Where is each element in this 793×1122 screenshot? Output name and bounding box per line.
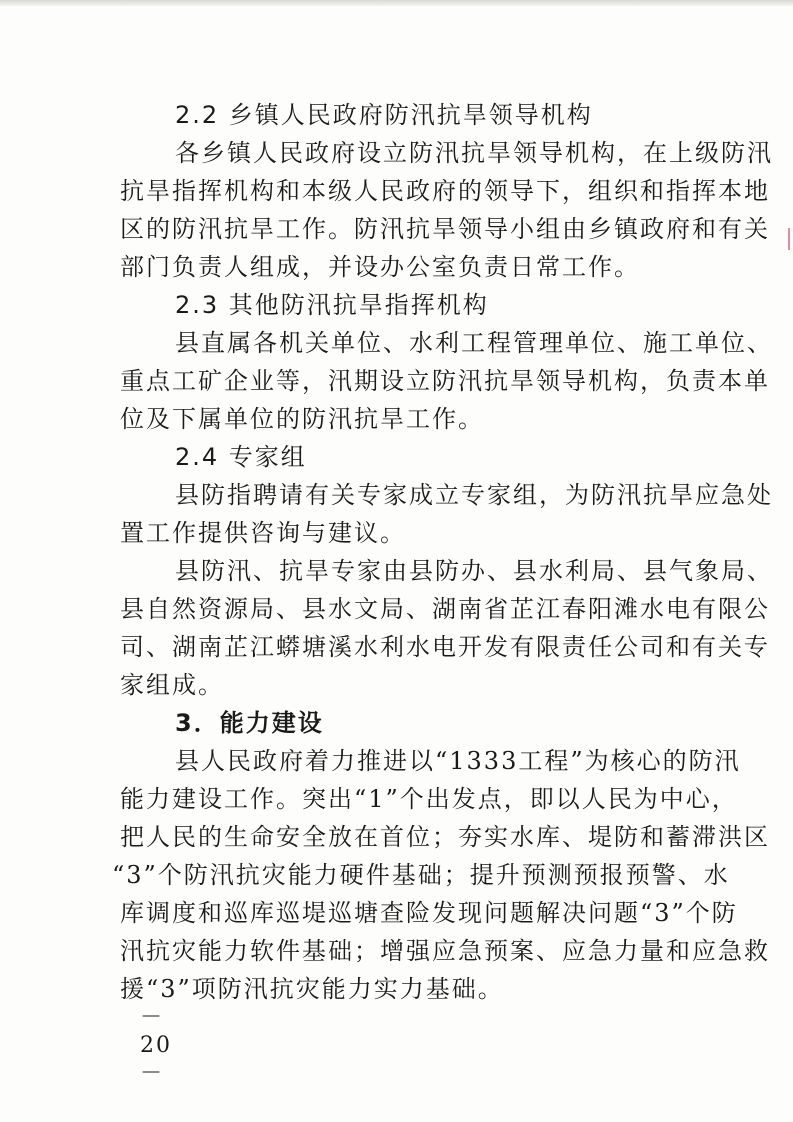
paragraph-line: 司、湖南芷江蟒塘溪水利水电开发有限责任公司和有关专 [120,633,770,661]
paragraph-line: 把人民的生命安全放在首位；夯实水库、堤防和蓄滞洪区 [120,823,770,851]
paragraph-line: 重点工矿企业等，汛期设立防汛抗旱领导机构，负责本单 [120,367,770,395]
paragraph-line: 置工作提供咨询与建议。 [120,519,406,547]
paragraph-line: 县防汛、抗旱专家由县防办、县水利局、县气象局、 [175,557,773,585]
section-3-heading: 3．能力建设 [175,709,324,737]
paragraph-line: 县人民政府着力推进以“1333工程”为核心的防汛 [175,747,741,775]
paragraph-line: 县直属各机关单位、水利工程管理单位、施工单位、 [175,329,773,357]
paragraph-line: “3”个防汛抗灾能力硬件基础；提升预测预报预警、水 [112,861,730,889]
paragraph-line: 库调度和巡库巡堤巡塘查险发现问题解决问题“3”个防 [120,899,738,927]
page-number: － 20 － [140,1005,172,1086]
paragraph-line: 汛抗灾能力软件基础；增强应急预案、应急力量和应急救 [120,937,770,965]
paragraph-line: 区的防汛抗旱工作。防汛抗旱领导小组由乡镇政府和有关 [120,215,770,243]
paragraph-line: 家组成。 [120,671,224,699]
paragraph-line: 能力建设工作。突出“1”个出发点，即以人民为中心， [120,785,738,813]
paragraph-line: 各乡镇人民政府设立防汛抗旱领导机构，在上级防汛 [175,139,773,167]
paragraph-line: 抗旱指挥机构和本级人民政府的领导下，组织和指挥本地 [120,177,770,205]
paragraph-line: 位及下属单位的防汛抗旱工作。 [120,405,484,433]
paragraph-line: 县自然资源局、县水文局、湖南省芷江春阳滩水电有限公 [120,595,770,623]
section-2-3-heading: 2.3 其他防汛抗旱指挥机构 [175,291,489,319]
paragraph-line: 部门负责人组成，并设办公室负责日常工作。 [120,253,640,281]
paragraph-line: 县防指聘请有关专家成立专家组，为防汛抗旱应急处 [175,481,773,509]
paragraph-line: 援“3”项防汛抗灾能力实力基础。 [120,975,504,1003]
section-2-4-heading: 2.4 专家组 [175,443,307,471]
section-2-2-heading: 2.2 乡镇人民政府防汛抗旱领导机构 [175,101,593,129]
